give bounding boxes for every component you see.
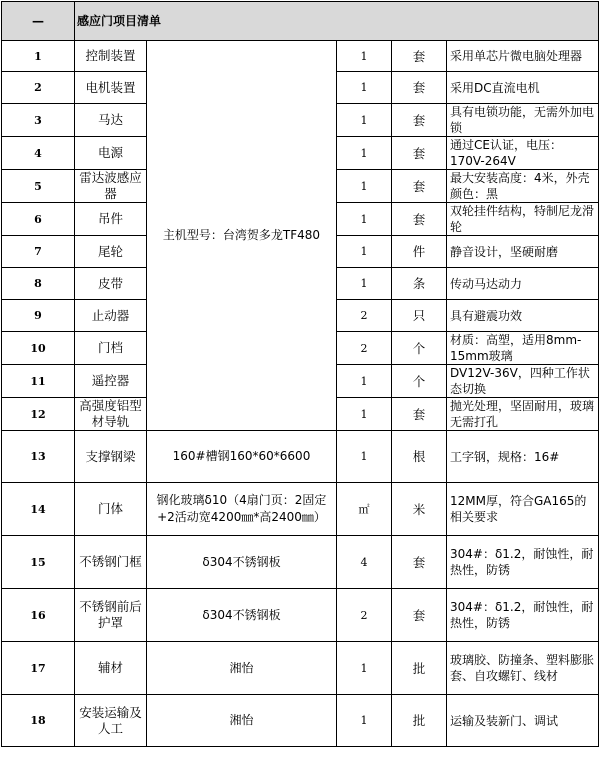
item-quantity: 1 [337, 170, 392, 203]
item-remark: 玻璃胶、防撞条、塑料膨胀套、自攻螺钉、线材 [447, 642, 599, 695]
table-row [2, 431, 599, 483]
item-unit: 米 [392, 483, 447, 536]
row-number: 9 [2, 300, 75, 332]
item-quantity: 1 [337, 72, 392, 104]
item-quantity: 1 [337, 236, 392, 268]
item-quantity: 2 [337, 300, 392, 332]
item-remark: 抛光处理，坚固耐用，玻璃无需打孔 [447, 398, 599, 431]
row-number: 5 [2, 170, 75, 203]
item-name: 门档 [75, 332, 147, 365]
item-remark: 运输及装新门、调试 [447, 695, 599, 747]
item-remark: 304#：δ1.2，耐蚀性，耐热性，防锈 [447, 589, 599, 642]
item-remark: 通过CE认证，电压：170V-264V [447, 137, 599, 170]
row-number: 3 [2, 104, 75, 137]
item-unit: 套 [392, 536, 447, 589]
item-unit: 套 [392, 203, 447, 236]
item-unit: 套 [392, 170, 447, 203]
row-number: 14 [2, 483, 75, 536]
item-name: 尾轮 [75, 236, 147, 268]
table-header-row [2, 2, 599, 41]
table-row [2, 483, 599, 536]
row-number: 7 [2, 236, 75, 268]
item-unit: 套 [392, 137, 447, 170]
item-quantity: 2 [337, 589, 392, 642]
item-remark: 采用DC直流电机 [447, 72, 599, 104]
item-unit: 套 [392, 104, 447, 137]
item-name: 马达 [75, 104, 147, 137]
item-name: 雷达波感应器 [75, 170, 147, 203]
item-name: 支撑钢梁 [75, 431, 147, 483]
row-number: 17 [2, 642, 75, 695]
item-remark: 304#：δ1.2，耐蚀性，耐热性，防锈 [447, 536, 599, 589]
item-unit: 根 [392, 431, 447, 483]
item-remark: 静音设计，坚硬耐磨 [447, 236, 599, 268]
item-remark: DV12V-36V，四种工作状态切换 [447, 365, 599, 398]
item-remark: 具有电锁功能，无需外加电锁 [447, 104, 599, 137]
item-unit: 套 [392, 398, 447, 431]
item-quantity: 1 [337, 41, 392, 72]
row-number: 18 [2, 695, 75, 747]
item-name: 皮带 [75, 268, 147, 300]
main-unit-spec: 主机型号：台湾贺多龙TF480 [147, 41, 337, 431]
item-spec: 湘怡 [147, 642, 337, 695]
item-remark: 材质：高塑，适用8mm-15mm玻璃 [447, 332, 599, 365]
row-number: 8 [2, 268, 75, 300]
item-remark: 传动马达动力 [447, 268, 599, 300]
row-number: 16 [2, 589, 75, 642]
item-name: 电源 [75, 137, 147, 170]
item-remark: 采用单芯片微电脑处理器 [447, 41, 599, 72]
item-name: 电机装置 [75, 72, 147, 104]
item-quantity: 2 [337, 332, 392, 365]
item-spec: δ304不锈钢板 [147, 536, 337, 589]
table-title: 感应门项目清单 [75, 2, 599, 41]
row-number: 6 [2, 203, 75, 236]
project-list-table [1, 1, 599, 747]
row-number: 15 [2, 536, 75, 589]
item-quantity: 1 [337, 137, 392, 170]
item-quantity: 1 [337, 695, 392, 747]
item-quantity: ㎡ [337, 483, 392, 536]
item-unit: 个 [392, 365, 447, 398]
item-quantity: 1 [337, 431, 392, 483]
row-number: 4 [2, 137, 75, 170]
item-name: 不锈钢门框 [75, 536, 147, 589]
item-remark: 双轮挂件结构，特制尼龙滑轮 [447, 203, 599, 236]
item-quantity: 1 [337, 365, 392, 398]
table-row [2, 536, 599, 589]
item-quantity: 1 [337, 203, 392, 236]
row-number: 1 [2, 41, 75, 72]
item-spec: 湘怡 [147, 695, 337, 747]
item-unit: 批 [392, 695, 447, 747]
item-name: 吊件 [75, 203, 147, 236]
row-number: 13 [2, 431, 75, 483]
item-quantity: 4 [337, 536, 392, 589]
item-unit: 只 [392, 300, 447, 332]
row-number: 10 [2, 332, 75, 365]
item-quantity: 1 [337, 398, 392, 431]
table-row [2, 41, 599, 72]
item-name: 高强度铝型材导轨 [75, 398, 147, 431]
item-name: 辅材 [75, 642, 147, 695]
item-name: 不锈钢前后护罩 [75, 589, 147, 642]
item-name: 遥控器 [75, 365, 147, 398]
item-unit: 条 [392, 268, 447, 300]
item-spec: δ304不锈钢板 [147, 589, 337, 642]
table-row [2, 589, 599, 642]
item-remark: 工字钢，规格：16# [447, 431, 599, 483]
item-unit: 套 [392, 589, 447, 642]
item-unit: 个 [392, 332, 447, 365]
item-spec: 160#槽钢160*60*6600 [147, 431, 337, 483]
header-dash: — [2, 2, 75, 41]
row-number: 11 [2, 365, 75, 398]
item-unit: 套 [392, 72, 447, 104]
item-remark: 12MM厚，符合GA165的相关要求 [447, 483, 599, 536]
item-quantity: 1 [337, 104, 392, 137]
item-unit: 套 [392, 41, 447, 72]
item-unit: 批 [392, 642, 447, 695]
item-spec: 钢化玻璃δ10（4扇门页：2固定+2活动宽4200㎜*高2400㎜） [147, 483, 337, 536]
item-name: 控制装置 [75, 41, 147, 72]
item-remark: 最大安装高度：4米，外壳颜色：黑 [447, 170, 599, 203]
row-number: 12 [2, 398, 75, 431]
item-unit: 件 [392, 236, 447, 268]
item-name: 门体 [75, 483, 147, 536]
table-row [2, 695, 599, 747]
item-name: 止动器 [75, 300, 147, 332]
item-name: 安装运输及人工 [75, 695, 147, 747]
item-quantity: 1 [337, 642, 392, 695]
item-quantity: 1 [337, 268, 392, 300]
item-remark: 具有避震功效 [447, 300, 599, 332]
table-row [2, 642, 599, 695]
row-number: 2 [2, 72, 75, 104]
